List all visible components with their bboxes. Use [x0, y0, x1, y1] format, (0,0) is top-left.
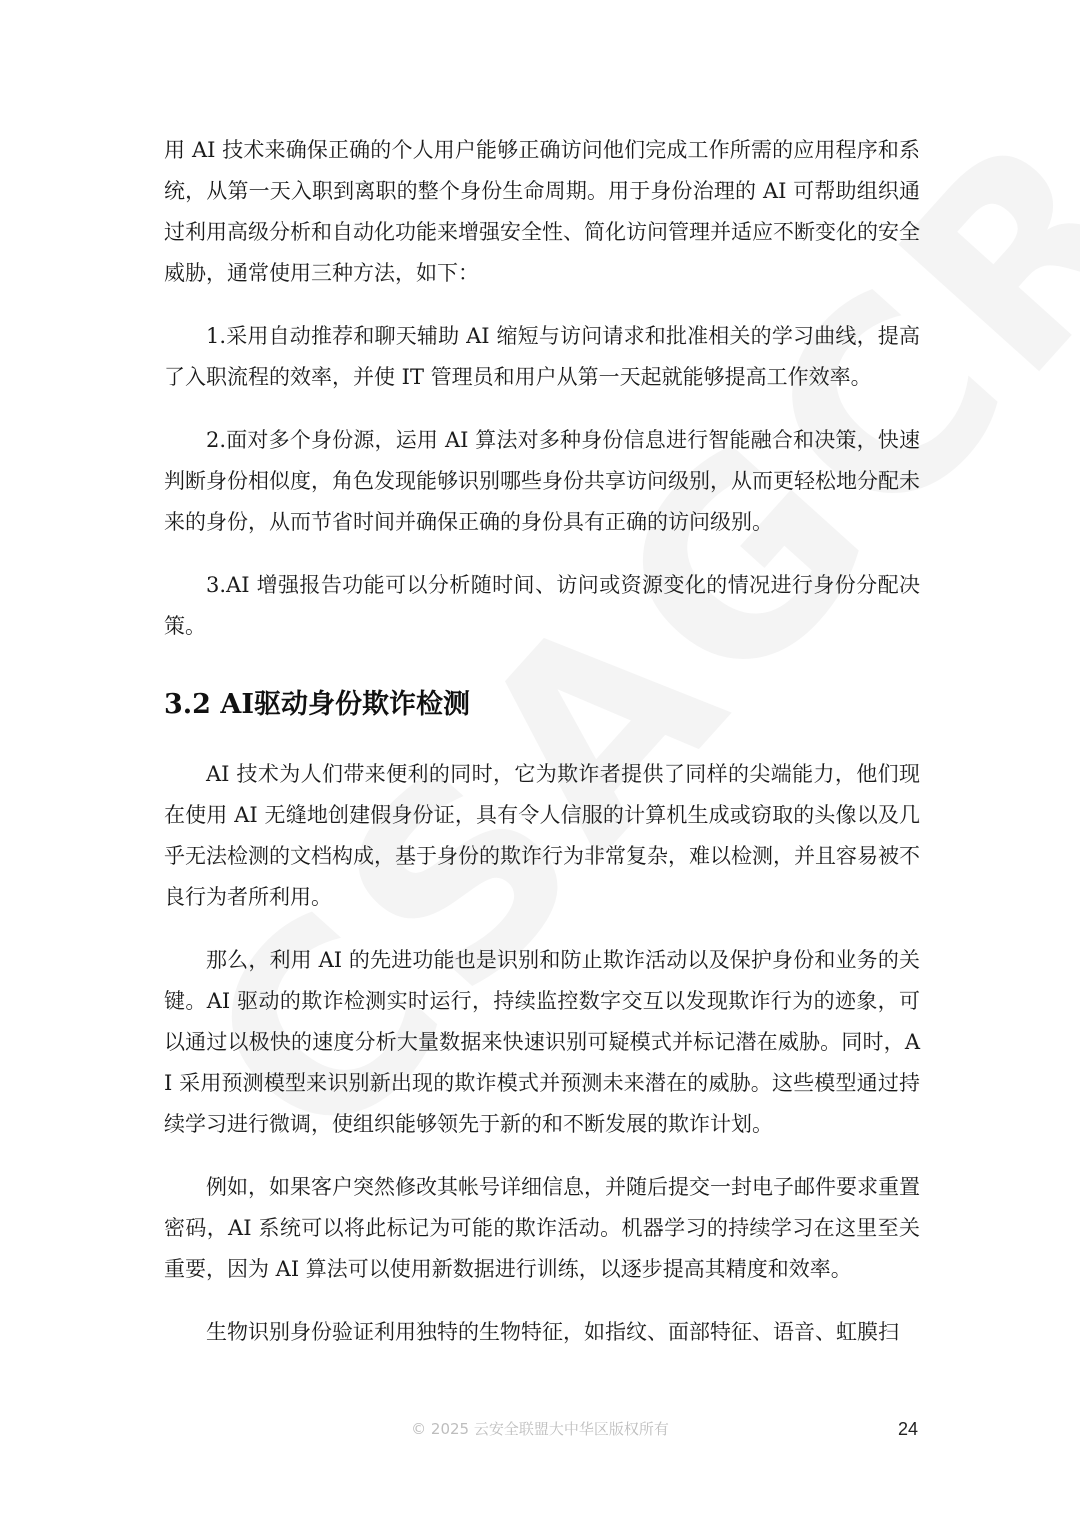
copyright-text: © 2025 云安全联盟大中华区版权所有: [411, 1420, 669, 1438]
paragraph-example: 例如，如果客户突然修改其帐号详细信息，并随后提交一封电子邮件要求重置密码，AI 系统可以将此标记为可能的欺诈活动。机器学习的持续学习在这里至关重要，因为 AI 算法可以使用新数据进行训练，以逐步提高其精度和效率。: [164, 1175, 920, 1281]
page-number: 24: [897, 1419, 918, 1439]
paragraph-fraud-intro: AI 技术为人们带来便利的同时，它为欺诈者提供了同样的尖端能力，他们现在使用 AI 无缝地创建假身份证，具有令人信服的计算机生成或窃取的头像以及几乎无法检测的文档构成，基于身份的欺诈行为非常复杂，难以检测，并且容易被不良行为者所利用。: [164, 762, 920, 909]
list-item-1: 1.采用自动推荐和聊天辅助 AI 缩短与访问请求和批准相关的学习曲线，提高了入职流程的效率，并使 IT 管理员和用户从第一天起就能够提高工作效率。: [164, 324, 920, 389]
paragraph-biometric: 生物识别身份验证利用独特的生物特征，如指纹、面部特征、语音、虹膜扫: [206, 1320, 899, 1344]
document-body: [164, 130, 920, 1353]
list-item-2: 2.面对多个身份源，运用 AI 算法对多种身份信息进行智能融合和决策，快速判断身份相似度，角色发现能够识别哪些身份共享访问级别，从而更轻松地分配未来的身份，从而节省时间并确保正确的身份具有正确的访问级别。: [164, 428, 920, 534]
list-item-3: 3.AI 增强报告功能可以分析随时间、访问或资源变化的情况进行身份分配决策。: [164, 573, 920, 638]
paragraph-intro: 用 AI 技术来确保正确的个人用户能够正确访问他们完成工作所需的应用程序和系统，从第一天入职到离职的整个身份生命周期。用于身份治理的 AI 可帮助组织通过利用高级分析和自动化功能来增强安全性、简化访问管理并适应不断变化的安全威胁，通常使用三种方法，如下：: [164, 138, 920, 285]
section-heading: 3.2 AI驱动身份欺诈检测: [164, 689, 470, 720]
paragraph-fraud-detection: 那么，利用 AI 的先进功能也是识别和防止欺诈活动以及保护身份和业务的关键。AI 驱动的欺诈检测实时运行，持续监控数字交互以发现欺诈行为的迹象，可以通过以极快的速度分析大量数据来快速识别可疑模式并标记潜在威胁。同时，AI 采用预测模型来识别新出现的欺诈模式并预测未来潜在的威胁。这些模型通过持续学习进行微调，使组织能够领先于新的和不断发展的欺诈计划。: [164, 948, 920, 1136]
page-footer: [0, 1416, 1080, 1442]
